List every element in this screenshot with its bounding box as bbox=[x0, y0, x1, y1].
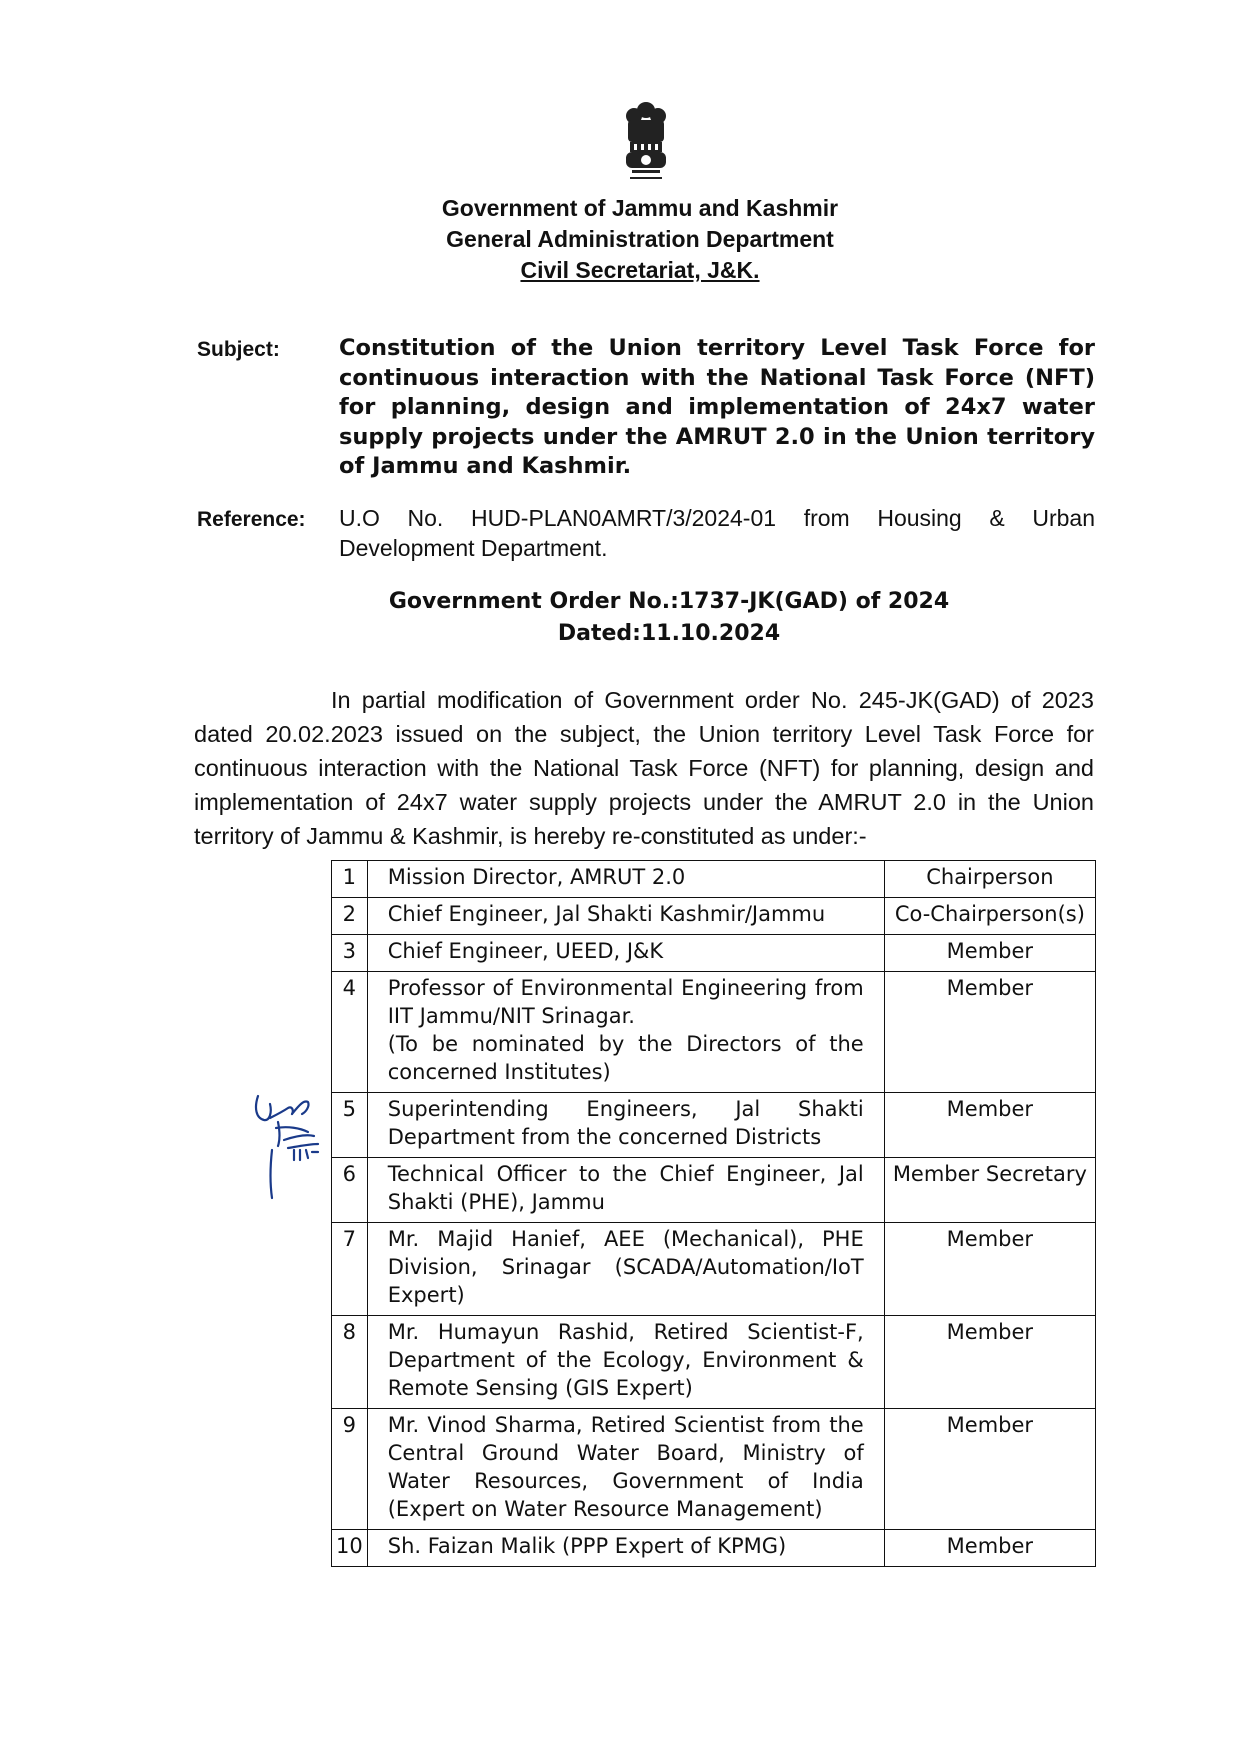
member-designation: Chief Engineer, UEED, J&K bbox=[367, 935, 884, 972]
table-row bbox=[332, 898, 1096, 935]
member-serial: 8 bbox=[332, 1316, 368, 1409]
table-row bbox=[332, 972, 1096, 1093]
government-title: Government of Jammu and Kashmir bbox=[441, 195, 839, 221]
subject-text: Constitution of the Union territory Level Task Force for continuous interaction with the National Task Force (NFT) for planning, design and implementation of 24x7 water supply projects under the AMRUT 2.0 in the Union territory of Jammu and Kashmir. bbox=[339, 335, 1095, 479]
member-role: Member bbox=[884, 1316, 1095, 1409]
member-role: Member bbox=[884, 935, 1095, 972]
member-designation: Mr. Majid Hanief, AEE (Mechanical), PHE Division, Srinagar (SCADA/Automation/IoT Expert) bbox=[367, 1223, 884, 1316]
secretariat-title: Civil Secretariat, J&K. bbox=[520, 257, 760, 283]
table-row bbox=[332, 1158, 1096, 1223]
member-serial: 6 bbox=[332, 1158, 368, 1223]
member-role: Member bbox=[884, 972, 1095, 1093]
table-row bbox=[332, 1530, 1096, 1567]
order-heading bbox=[0, 586, 1240, 650]
member-designation: Chief Engineer, Jal Shakti Kashmir/Jammu bbox=[367, 898, 884, 935]
department-title: General Administration Department bbox=[446, 226, 834, 252]
order-date: Dated:11.10.2024 bbox=[557, 621, 781, 646]
table-row bbox=[332, 1093, 1096, 1158]
member-designation: Mr. Humayun Rashid, Retired Scientist-F, Department of the Ecology, Environment & Remote Sensing (GIS Expert) bbox=[367, 1316, 884, 1409]
reference-text: U.O No. HUD-PLAN0AMRT/3/2024-01 from Housing & Urban Development Department. bbox=[339, 505, 1095, 561]
reference-label: Reference: bbox=[197, 508, 306, 531]
member-role: Co-Chairperson(s) bbox=[884, 898, 1095, 935]
member-designation: Professor of Environmental Engineering from IIT Jammu/NIT Srinagar. (To be nominated by the Directors of the concerned Institutes) bbox=[367, 972, 884, 1093]
member-serial: 10 bbox=[332, 1530, 368, 1567]
table-row bbox=[332, 861, 1096, 898]
members-table bbox=[331, 860, 1096, 1567]
member-serial: 5 bbox=[332, 1093, 368, 1158]
subject-label: Subject: bbox=[197, 338, 280, 361]
state-emblem-icon bbox=[618, 100, 674, 192]
member-designation: Sh. Faizan Malik (PPP Expert of KPMG) bbox=[367, 1530, 884, 1567]
table-row bbox=[332, 1316, 1096, 1409]
member-role: Member bbox=[884, 1409, 1095, 1530]
member-serial: 2 bbox=[332, 898, 368, 935]
member-designation: Mission Director, AMRUT 2.0 bbox=[367, 861, 884, 898]
table-row bbox=[332, 1223, 1096, 1316]
member-serial: 3 bbox=[332, 935, 368, 972]
member-role: Chairperson bbox=[884, 861, 1095, 898]
body-paragraph-text: In partial modification of Government order No. 245-JK(GAD) of 2023 dated 20.02.2023 issued on the subject, the Union territory Level Task Force for continuous interaction with the National Task Force (NFT) for planning, design and implementation of 24x7 water supply projects under the AMRUT 2.0 in the Union territory of Jammu & Kashmir, is hereby re-constituted as under:- bbox=[194, 687, 1094, 849]
table-row bbox=[332, 1409, 1096, 1530]
body-paragraph bbox=[194, 683, 1094, 853]
member-role: Member bbox=[884, 1223, 1095, 1316]
member-designation: Superintending Engineers, Jal Shakti Department from the concerned Districts bbox=[367, 1093, 884, 1158]
member-serial: 9 bbox=[332, 1409, 368, 1530]
member-designation: Mr. Vinod Sharma, Retired Scientist from the Central Ground Water Board, Ministry of Water Resources, Government of India (Expert on Water Resource Management) bbox=[367, 1409, 884, 1530]
order-number: Government Order No.:1737-JK(GAD) of 2024 bbox=[388, 589, 950, 614]
handwritten-signature bbox=[248, 1088, 340, 1208]
member-serial: 4 bbox=[332, 972, 368, 1093]
member-role: Member bbox=[884, 1093, 1095, 1158]
member-designation: Technical Officer to the Chief Engineer, Jal Shakti (PHE), Jammu bbox=[367, 1158, 884, 1223]
member-role: Member Secretary bbox=[884, 1158, 1095, 1223]
member-role: Member bbox=[884, 1530, 1095, 1567]
member-serial: 1 bbox=[332, 861, 368, 898]
table-row bbox=[332, 935, 1096, 972]
member-serial: 7 bbox=[332, 1223, 368, 1316]
header bbox=[0, 193, 1240, 286]
